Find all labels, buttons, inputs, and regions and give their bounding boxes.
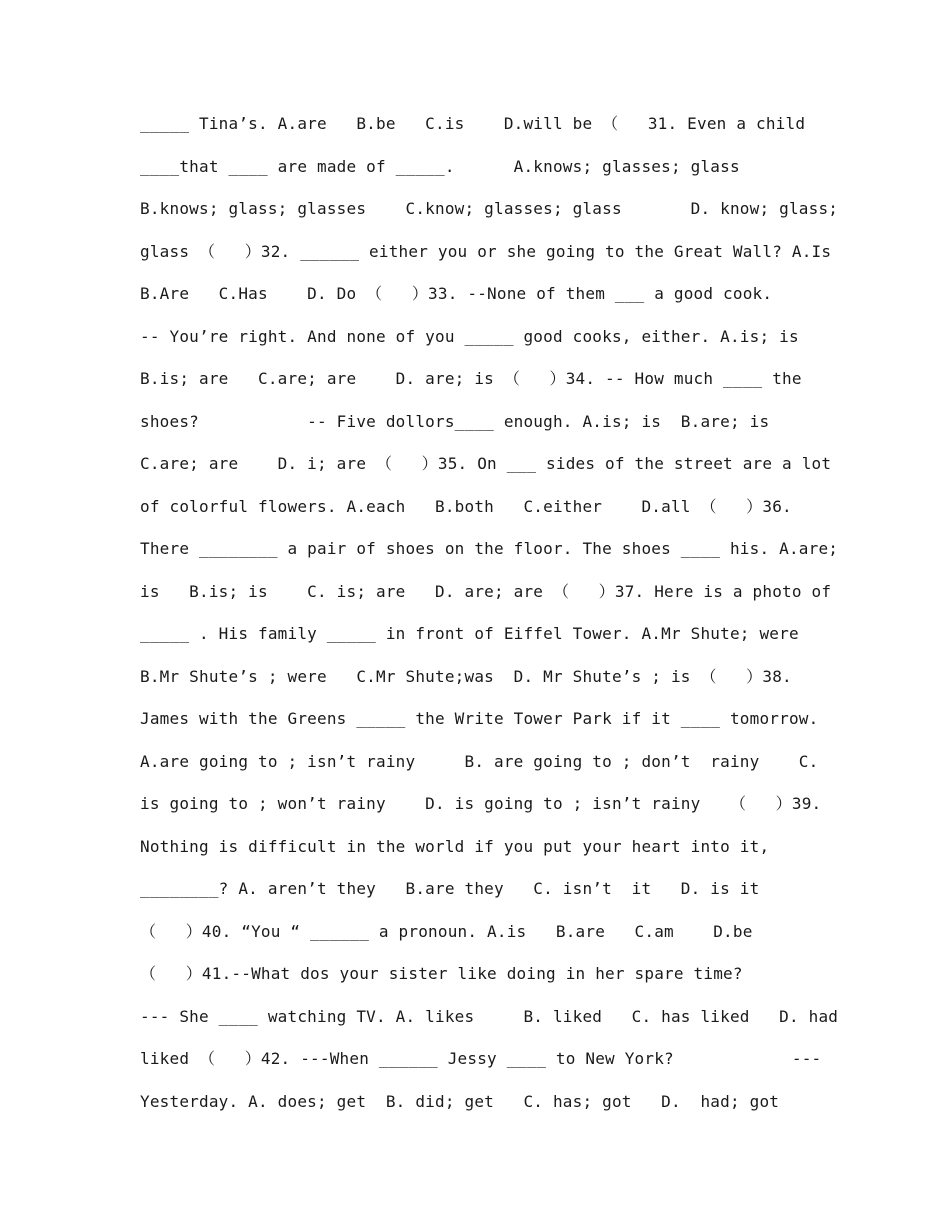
text-line: （ ）41.--What dos your sister like doing in her spare time? [140, 964, 743, 983]
text-line: _____ Tina’s. A.are B.be C.is D.will be （ 31. Even a child [140, 114, 806, 133]
text-line: of colorful flowers. A.each B.both C.either D.all （ ）36. [140, 496, 792, 516]
text-line: shoes? -- Five dollors____ enough. A.is; is B.are; is [140, 411, 770, 431]
text-line: is B.is; is C. is; are D. are; are （ ）37. Here is a photo of [140, 581, 832, 601]
text-line: _____ . His family _____ in front of Eiffel Tower. A.Mr Shute; were [140, 624, 799, 643]
text-line: There ________ a pair of shoes on the floor. The shoes ____ his. A.are; [140, 539, 839, 558]
text-line: liked （ ）42. ---When ______ Jessy ____ to New York? --- [140, 1049, 822, 1068]
text-line: Yesterday. A. does; get B. did; get C. has; got D. had; got [140, 1091, 780, 1111]
text-line: B.is; are C.are; are D. are; is （ ）34. -- How much ____ the [140, 369, 802, 388]
exercise-text-block [140, 103, 839, 1123]
text-line: glass （ ）32. ______ either you or she going to the Great Wall? A.Is [140, 241, 832, 261]
text-line: B.Are C.Has D. Do （ ）33. --None of them ___ a good cook. [140, 284, 773, 303]
text-line: Nothing is difficult in the world if you put your heart into it, [140, 836, 770, 856]
text-line: ________? A. aren’t they B.are they C. isn’t it D. is it [140, 879, 760, 898]
text-line: （ ）40. “You “ ______ a pronoun. A.is B.are C.am D.be [140, 921, 753, 941]
text-line: -- You’re right. And none of you _____ good cooks, either. A.is; is [140, 326, 799, 346]
text-line: James with the Greens _____ the Write Tower Park if it ____ tomorrow. [140, 709, 819, 728]
text-line: is going to ; won’t rainy D. is going to ; isn’t rainy （ ）39. [140, 794, 822, 813]
text-line: --- She ____ watching TV. A. likes B. liked C. has liked D. had [140, 1006, 839, 1026]
text-line: B.Mr Shute’s ; were C.Mr Shute;was D. Mr Shute’s ; is （ ）38. [140, 666, 792, 686]
text-line: A.are going to ; isn’t rainy B. are going to ; don’t rainy C. [140, 751, 819, 771]
text-line: C.are; are D. i; are （ ）35. On ___ sides of the street are a lot [140, 454, 832, 473]
text-line: ____that ____ are made of _____. A.knows; glasses; glass [140, 156, 740, 176]
text-line: B.knows; glass; glasses C.know; glasses; glass D. know; glass; [140, 199, 839, 218]
